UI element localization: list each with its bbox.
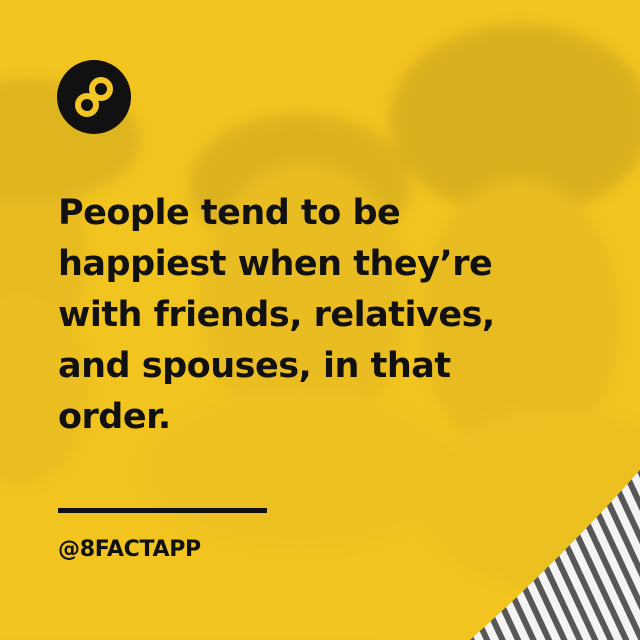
fact-line: order. (58, 397, 171, 437)
fact-line: with friends, relatives, (58, 295, 495, 335)
divider-line (58, 508, 267, 513)
social-handle: @8FACTAPP (58, 537, 201, 562)
fact-line: and spouses, in that (58, 346, 451, 386)
infinity-eight-logo-icon (57, 60, 131, 134)
fact-line: happiest when they’re (58, 244, 493, 284)
fact-line: People tend to be (58, 193, 401, 233)
fact-text (58, 188, 578, 443)
